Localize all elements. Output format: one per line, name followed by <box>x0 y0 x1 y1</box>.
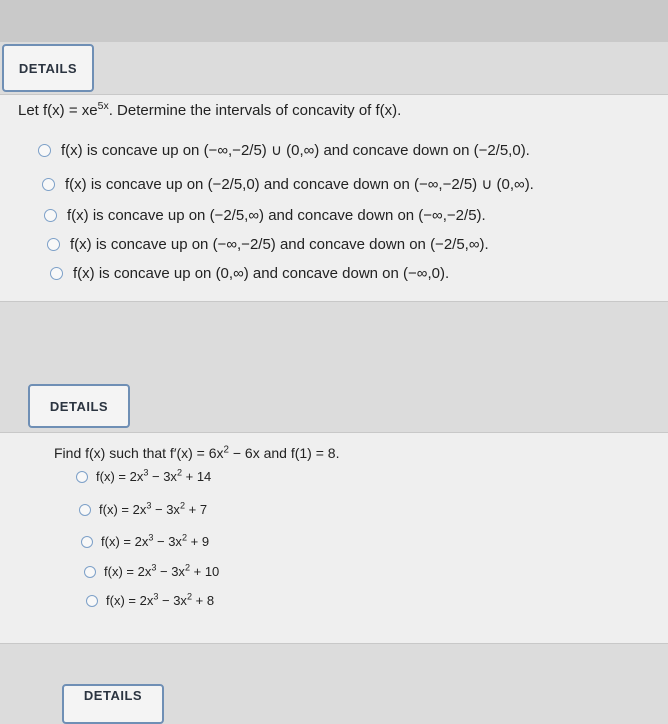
radio-button[interactable] <box>81 536 93 548</box>
option-label: $f(x) = 2x^3 - 3x^2 + 14$ <box>96 467 212 484</box>
option-label: $f(x) = 2x^3 - 3x^2 + 9$ <box>101 532 210 549</box>
radio-button[interactable] <box>76 471 88 483</box>
q1-option-2[interactable] <box>42 175 534 193</box>
q2-option-1[interactable] <box>76 469 211 484</box>
radio-button[interactable] <box>44 209 57 222</box>
option-label: f(x) is concave up on (−2/5,∞) and concave down on (−∞,−2/5). <box>67 207 486 224</box>
radio-button[interactable] <box>84 566 96 578</box>
q2-option-5[interactable] <box>86 593 214 608</box>
radio-button[interactable] <box>42 178 55 191</box>
option-label: f(x) is concave up on (0,∞) and concave down on (−∞,0). <box>73 265 450 282</box>
details-label: DETAILS <box>49 398 109 414</box>
radio-button[interactable] <box>47 238 60 251</box>
q1-option-1[interactable] <box>38 141 530 159</box>
details-button-q3[interactable] <box>62 684 164 724</box>
q1-option-3[interactable] <box>44 207 486 224</box>
radio-button[interactable] <box>50 267 63 280</box>
question-1-prompt <box>18 102 401 119</box>
radio-button[interactable] <box>79 504 91 516</box>
details-button-q1[interactable] <box>2 44 94 92</box>
q1-option-4[interactable] <box>47 236 489 253</box>
option-label: $f(x) = 2x^3 - 3x^2 + 7$ <box>99 500 208 517</box>
radio-button[interactable] <box>86 595 98 607</box>
top-band <box>0 0 668 42</box>
details-label: DETAILS <box>83 688 143 703</box>
q2-option-2[interactable] <box>79 502 207 517</box>
details-button-q2[interactable] <box>28 384 130 428</box>
radio-button[interactable] <box>38 144 51 157</box>
prompt-text: Let f(x) = xe <box>18 102 98 119</box>
prompt-exponent: 2 <box>223 444 229 456</box>
option-label: $f(x) = 2x^3 - 3x^2 + 10$ <box>104 562 220 579</box>
question-2-prompt <box>54 445 339 461</box>
prompt-exponent: 5x <box>97 100 109 112</box>
q1-option-5[interactable] <box>50 265 449 282</box>
q2-option-4[interactable] <box>84 564 219 579</box>
option-label: f(x) is concave up on (−∞,−2/5) and concave down on (−2/5,∞). <box>70 236 489 253</box>
q2-option-3[interactable] <box>81 534 209 549</box>
option-label: f(x) is concave up on (−∞,−2/5) ∪ (0,∞) and concave down on (−2/5,0). <box>61 142 530 159</box>
prompt-text-end: − 6x and f(1) = 8. <box>228 445 340 461</box>
option-label: $f(x) = 2x^3 - 3x^2 + 8$ <box>106 591 215 608</box>
option-label: f(x) is concave up on (−2/5,0) and concave down on (−∞,−2/5) ∪ (0,∞). <box>65 176 534 193</box>
prompt-text-end: . Determine the intervals of concavity of f(x). <box>108 102 402 119</box>
details-label: DETAILS <box>18 60 78 76</box>
prompt-text: Find f(x) such that f′(x) = 6x <box>54 445 224 461</box>
